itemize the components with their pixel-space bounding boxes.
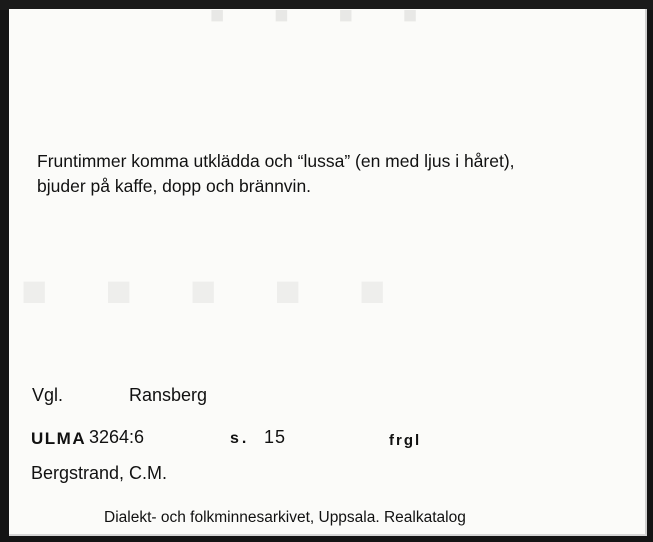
compare-place: Ransberg bbox=[129, 385, 208, 405]
archive-code: ULMA bbox=[31, 429, 87, 448]
compare-label: Vgl. bbox=[32, 385, 64, 405]
archive-number: 3264:6 bbox=[89, 427, 145, 447]
entry-line-2: bjuder på kaffe, dopp och brännvin. bbox=[37, 176, 312, 196]
recorder-name: Bergstrand, C.M. bbox=[31, 463, 168, 483]
entry-line-1: Fruntimmer komma utklädda och “lussa” (en med ljus i håret), bbox=[37, 151, 515, 171]
archive-index-card bbox=[9, 9, 647, 536]
page-label: s. bbox=[230, 430, 250, 447]
category-code: frgl bbox=[389, 432, 422, 449]
bleed-through-marks-top: ▪▪▪▪ bbox=[209, 9, 467, 40]
card-footer: Dialekt- och folkminnesarkivet, Uppsala. Realkatalog bbox=[104, 509, 466, 526]
page-number: 15 bbox=[264, 427, 287, 447]
card-entry-text bbox=[37, 149, 627, 199]
bleed-through-marks-middle: ▪▪▪▪▪ bbox=[19, 242, 442, 338]
